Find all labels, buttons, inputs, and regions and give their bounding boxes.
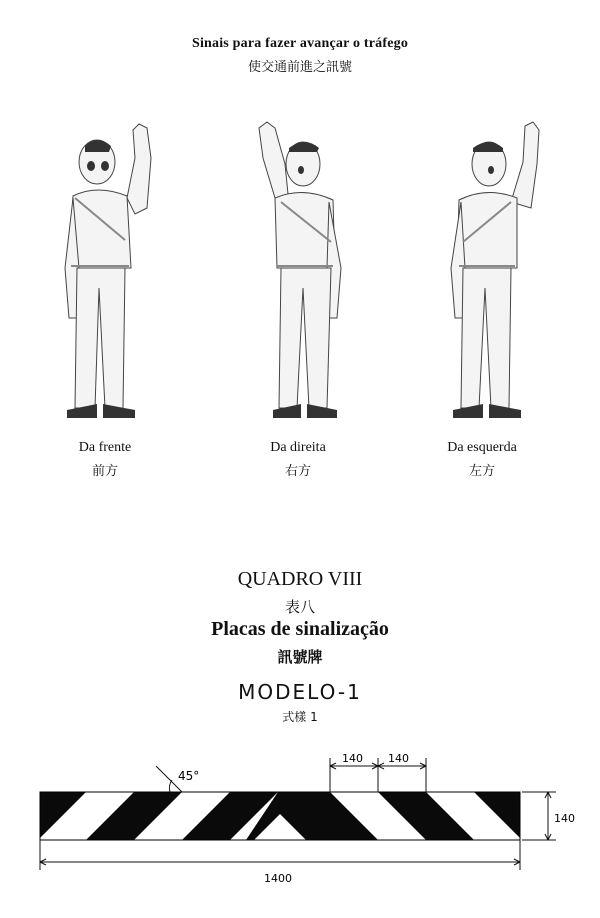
stripe-width-label-1: 140	[342, 752, 363, 765]
section-title: Sinais para fazer avançar o tráfego	[191, 36, 409, 51]
board-length-label: 1400	[264, 872, 292, 885]
section-title-chinese: 使交通前進之訊號	[247, 60, 352, 75]
sign-board-diagram	[0, 740, 600, 900]
figure-caption-right-pt: Da direita	[270, 440, 326, 455]
police-figure-left	[445, 118, 545, 428]
stripe-width-label-2: 140	[388, 752, 409, 765]
table-heading: QUADRO VIII	[237, 568, 363, 590]
figure-caption-left-cn: 左方	[468, 464, 495, 479]
table-heading-chinese: 表八	[284, 598, 315, 616]
figure-caption-front-pt: Da frente	[78, 440, 132, 455]
figure-caption-front	[35, 440, 175, 479]
figure-caption-right	[228, 440, 368, 479]
figure-caption-left	[412, 440, 552, 479]
figure-caption-left-pt: Da esquerda	[447, 440, 517, 455]
board-height-label: 140	[554, 812, 575, 825]
table-subtitle-chinese: 訊號牌	[277, 648, 323, 666]
model-heading: MODELO-1	[238, 680, 362, 704]
police-figure-right	[245, 118, 345, 428]
sign-board	[38, 792, 570, 840]
table-subtitle: Placas de sinalização	[211, 618, 389, 640]
model-heading-chinese: 式樣 1	[282, 710, 318, 724]
police-figure-front	[55, 118, 155, 428]
figure-caption-right-cn: 右方	[284, 464, 311, 479]
figure-caption-front-cn: 前方	[91, 464, 118, 479]
angle-label: 45°	[178, 769, 200, 783]
